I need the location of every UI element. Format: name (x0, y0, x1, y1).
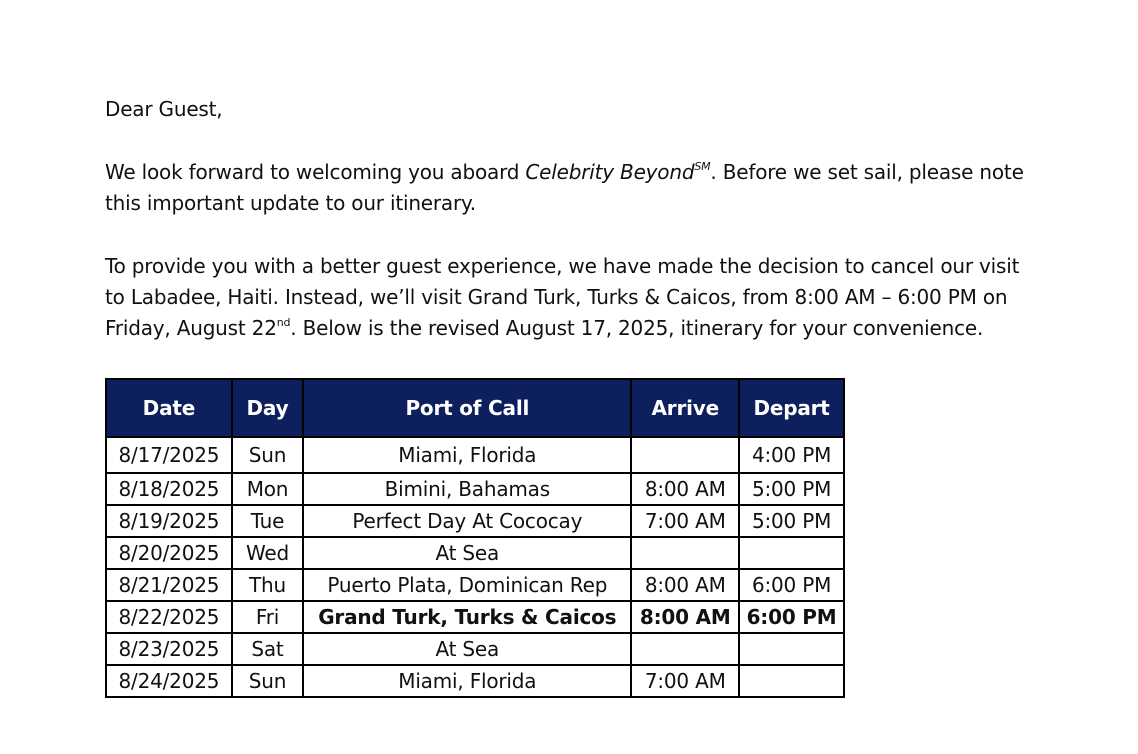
cell-depart: 6:00 PM (739, 601, 844, 633)
intro-paragraph (105, 157, 1045, 219)
cell-depart: 4:00 PM (739, 437, 844, 473)
cell-arrive: 8:00 AM (631, 601, 739, 633)
table-row (106, 505, 844, 537)
table-row (106, 537, 844, 569)
cell-date: 8/18/2025 (106, 473, 232, 505)
cell-port: Grand Turk, Turks & Caicos (303, 601, 631, 633)
table-row (106, 633, 844, 665)
ordinal-suffix: nd (276, 316, 291, 329)
table-row (106, 569, 844, 601)
cell-date: 8/17/2025 (106, 437, 232, 473)
itinerary-change-paragraph (105, 251, 1045, 344)
greeting: Dear Guest, (105, 97, 223, 121)
cell-port: Puerto Plata, Dominican Rep (303, 569, 631, 601)
cell-depart (739, 665, 844, 697)
column-header-port: Port of Call (303, 379, 631, 437)
cell-date: 8/20/2025 (106, 537, 232, 569)
cell-depart (739, 633, 844, 665)
table-row-highlighted (106, 601, 844, 633)
cell-port: At Sea (303, 633, 631, 665)
cell-day: Thu (232, 569, 303, 601)
cell-port: Miami, Florida (303, 665, 631, 697)
cell-arrive: 8:00 AM (631, 473, 739, 505)
column-header-date: Date (106, 379, 232, 437)
column-header-arrive: Arrive (631, 379, 739, 437)
cell-arrive: 7:00 AM (631, 665, 739, 697)
cell-port: Perfect Day At Cococay (303, 505, 631, 537)
ship-name: Celebrity Beyond (525, 160, 695, 184)
cell-arrive (631, 537, 739, 569)
cell-date: 8/22/2025 (106, 601, 232, 633)
table-row (106, 437, 844, 473)
table-row (106, 473, 844, 505)
cell-arrive (631, 437, 739, 473)
cell-arrive: 8:00 AM (631, 569, 739, 601)
column-header-depart: Depart (739, 379, 844, 437)
cell-depart (739, 537, 844, 569)
cell-port: Miami, Florida (303, 437, 631, 473)
cell-date: 8/21/2025 (106, 569, 232, 601)
cell-depart: 5:00 PM (739, 473, 844, 505)
itinerary-header-row (106, 379, 844, 437)
itinerary-table (105, 378, 845, 698)
cell-date: 8/24/2025 (106, 665, 232, 697)
change-text-start: To provide you with a better guest experience, we have made the decision to cancel our visit to Labadee, Haiti. Instead, we’ll visit Grand Turk, Turks & Caicos, from 8:00 AM – 6:00 PM on Friday, August 22 (105, 254, 1020, 340)
cell-port: Bimini, Bahamas (303, 473, 631, 505)
cell-port: At Sea (303, 537, 631, 569)
cell-day: Sun (232, 665, 303, 697)
cell-arrive: 7:00 AM (631, 505, 739, 537)
cell-depart: 5:00 PM (739, 505, 844, 537)
cell-day: Wed (232, 537, 303, 569)
cell-day: Sat (232, 633, 303, 665)
cell-depart: 6:00 PM (739, 569, 844, 601)
table-row (106, 665, 844, 697)
ship-service-mark: SM (694, 160, 711, 173)
letter-body (105, 94, 1045, 698)
intro-text-start: We look forward to welcoming you aboard (105, 160, 526, 184)
column-header-day: Day (232, 379, 303, 437)
cell-date: 8/23/2025 (106, 633, 232, 665)
cell-day: Fri (232, 601, 303, 633)
cell-day: Mon (232, 473, 303, 505)
cell-day: Tue (232, 505, 303, 537)
cell-day: Sun (232, 437, 303, 473)
intro-text-end: . Before we set sail, please note this important update to our itinerary. (105, 160, 1024, 215)
cell-arrive (631, 633, 739, 665)
cell-date: 8/19/2025 (106, 505, 232, 537)
change-text-end: . Below is the revised August 17, 2025, itinerary for your convenience. (290, 316, 984, 340)
